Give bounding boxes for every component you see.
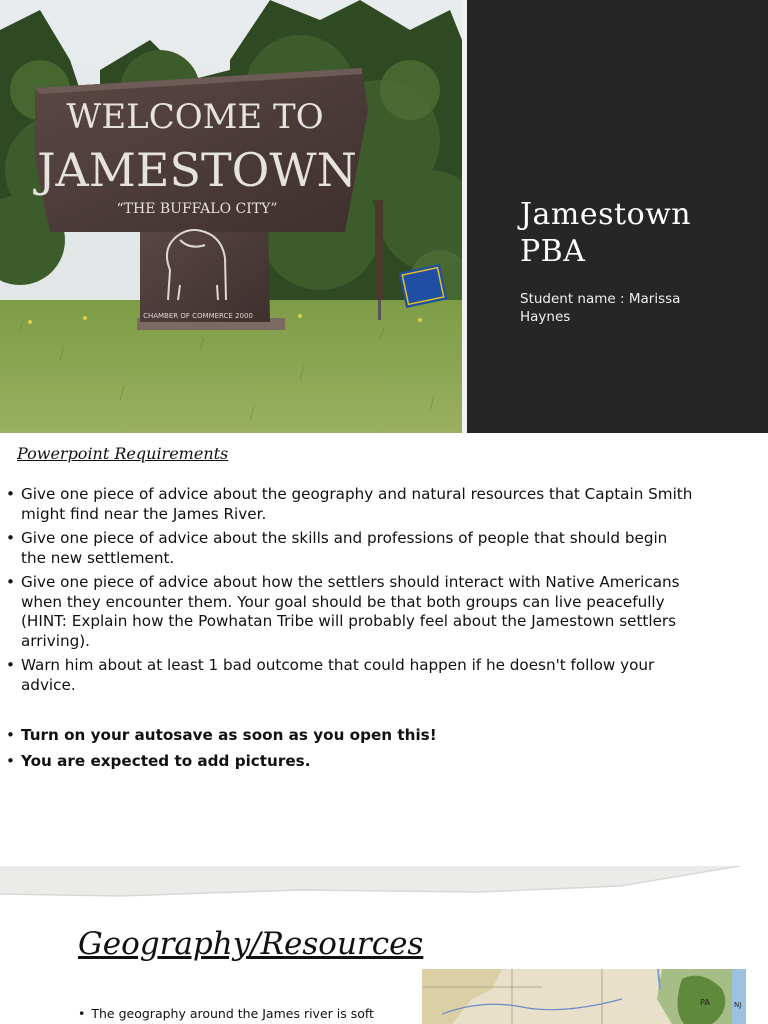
sign-line1: WELCOME TO (66, 97, 324, 137)
student-name: Student name : Marissa Haynes (520, 291, 681, 325)
important-notes-list (6, 726, 696, 777)
requirements-heading: Powerpoint Requirements (17, 444, 229, 463)
sign-line2: JAMESTOWN (37, 143, 357, 197)
bullet-icon: • (6, 751, 15, 770)
requirement-item: • Give one piece of advice about the skills and professions of people that should begin the new settlement. (6, 529, 668, 567)
jamestown-sign-photo (0, 0, 462, 433)
sign-footer: CHAMBER OF COMMERCE 2000 (143, 312, 253, 320)
requirement-item: • Warn him about at least 1 bad outcome that could happen if he doesn't follow your advice. (6, 656, 655, 694)
geography-title: Geography/Resources (78, 926, 424, 962)
bullet-icon: • (6, 573, 15, 591)
bullet-icon: • (6, 529, 15, 547)
requirement-item: • Give one piece of advice about how the settlers should interact with Native Americans when they encounter them. Your goal should be that both groups can live peacefully (HINT: Explain how the Powhatan Tribe will probably feel about the Jamestown settlers arriving). (6, 573, 680, 650)
important-note-item: • Turn on your autosave as soon as you open this! (6, 726, 437, 744)
map-label-nj: NJ (734, 1001, 742, 1009)
geography-bullet: • The geography around the James river is soft (78, 1006, 374, 1021)
bullet-icon: • (6, 485, 15, 503)
virginia-map-image (422, 969, 746, 1024)
geography-slide (0, 866, 768, 1024)
requirements-list (6, 485, 696, 700)
bullet-icon: • (78, 1006, 86, 1021)
title-panel (467, 0, 768, 433)
map-label-pa: PA (700, 998, 710, 1007)
requirement-item: • Give one piece of advice about the geography and natural resources that Captain Smith might find near the James River. (6, 485, 693, 523)
slide-title: Jamestown PBA (520, 197, 692, 269)
title-slide (0, 0, 768, 433)
sign-line3: “THE BUFFALO CITY” (116, 201, 278, 217)
bullet-icon: • (6, 656, 15, 674)
important-note-item: • You are expected to add pictures. (6, 751, 311, 770)
bullet-icon: • (6, 726, 15, 744)
